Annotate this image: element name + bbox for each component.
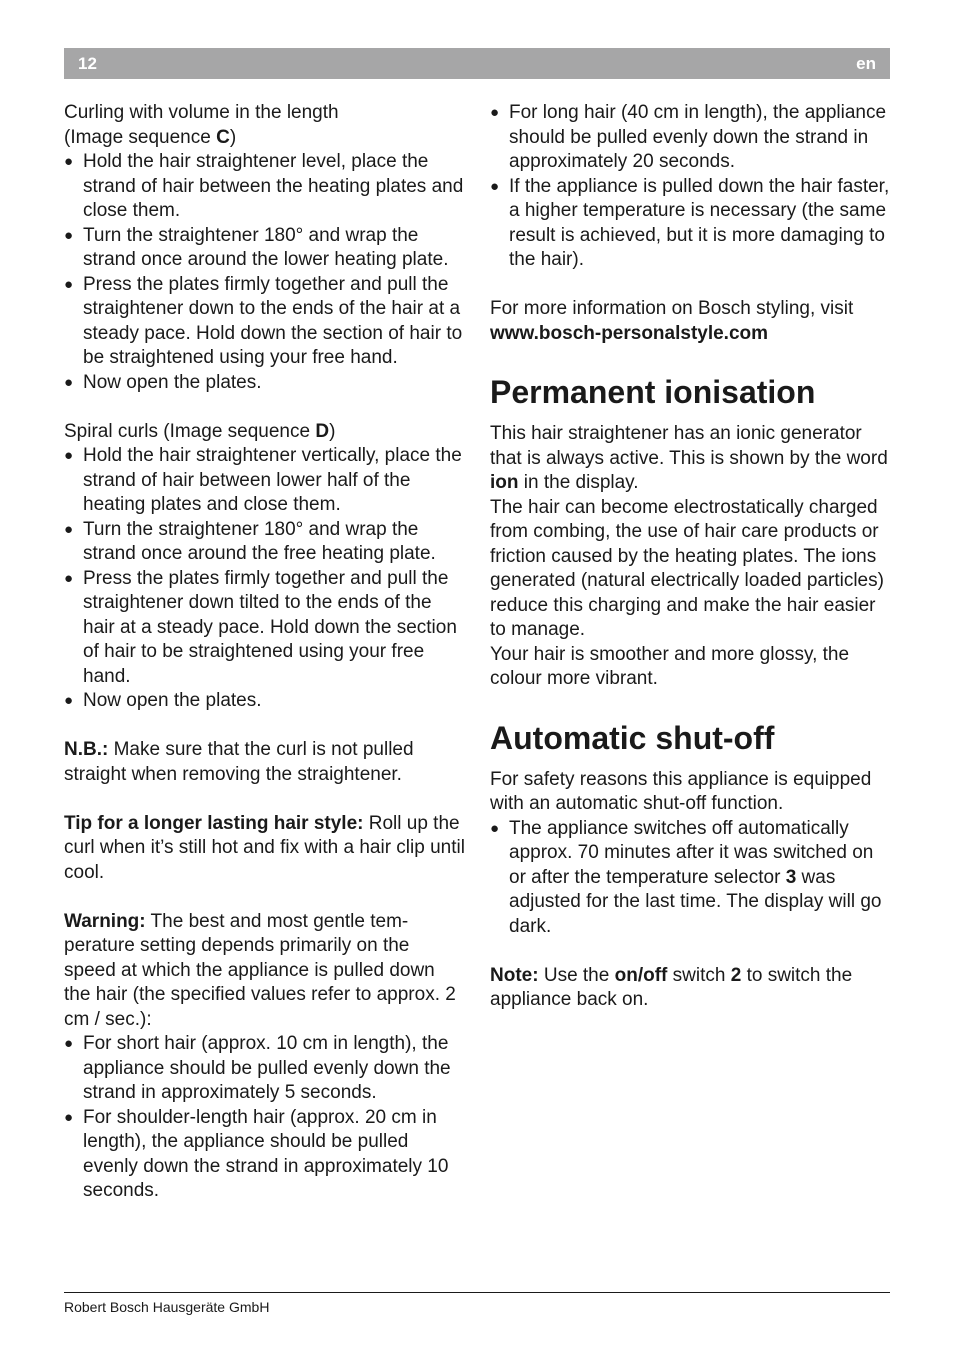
- list-item: ● For shoulder-length hair (approx. 20 cm in length), the appliance should be pulled evenly down the strand in approximately 10 seconds.: [64, 1106, 466, 1204]
- list-item: ● Press the plates firmly together and pull the straightener down to the ends of the hair at a steady pace. Hold down the section of hair to be straightened using your free hand.: [64, 273, 466, 371]
- list-item: ● Now open the plates.: [64, 689, 466, 714]
- list-item: ● If the appliance is pulled down the hair faster, a higher temperature is necessary (the same result is achieved, but it is more damaging to the hair).: [490, 175, 890, 273]
- list-item: ● Turn the straightener 180° and wrap the strand once around the free heating plate.: [64, 518, 466, 567]
- list-item: ● Now open the plates.: [64, 371, 466, 396]
- ionisation-paragraph-1: This hair straightener has an ionic generator that is always active. This is shown by the word ion in the display.: [490, 423, 888, 493]
- page-header-bar: [64, 48, 890, 79]
- shutoff-intro: For safety reasons this appliance is equipped with an automatic shut-off function.: [490, 768, 872, 814]
- language-code: en: [856, 54, 876, 73]
- list-item: ● For long hair (40 cm in length), the appliance should be pulled evenly down the strand in approximately 20 seconds.: [490, 101, 890, 175]
- warning-items: [64, 1032, 466, 1204]
- list-item: ● Press the plates firmly together and pull the straightener down tilted to the ends of the hair at a steady pace. Hold down the section of hair to be straightened using your free hand.: [64, 567, 466, 690]
- shutoff-items: [490, 817, 890, 940]
- list-item: ● For short hair (approx. 10 cm in length), the appliance should be pulled evenly down the strand in approximately 5 seconds.: [64, 1032, 466, 1106]
- spiral-title: Spiral curls (Image sequence D): [64, 420, 336, 442]
- list-item: ● Hold the hair straightener level, place the strand of hair between the heating plates and close them.: [64, 150, 466, 224]
- footer-company: Robert Bosch Hausgeräte GmbH: [64, 1299, 270, 1315]
- list-item: ● The appliance switches off automatically approx. 70 minutes after it was switched on or after the temperature selector 3 was adjusted for the last time. The display will go dark.: [490, 817, 890, 940]
- tip-paragraph: Tip for a longer lasting hair style: Roll up the curl when it’s still hot and fix with a hair clip until cool.: [64, 812, 465, 883]
- left-column: [64, 101, 466, 1204]
- page-number: 12: [78, 54, 97, 73]
- ionisation-paragraph-2: The hair can become electrostatically charged from combing, the use of hair care products or friction caused by the heating plates. The ions generated (natural electrically loaded particles) reduce this charging and make the hair easier to manage.: [490, 496, 884, 640]
- list-item: ● Turn the straightener 180° and wrap the strand once around the lower heating plate.: [64, 224, 466, 273]
- ionisation-heading: Permanent ionisation: [490, 374, 816, 410]
- website-link: www.bosch-personalstyle.com: [490, 322, 769, 344]
- speed-items: [490, 101, 890, 273]
- curling-sequence: (Image sequence C): [64, 126, 237, 148]
- warning-paragraph: Warning: The best and most gentle temperature setting depends primarily on the speed at which the appliance is pulled down the hair (the specified values refer to approx. 2 cm / sec.):: [64, 910, 456, 1030]
- right-column: [490, 101, 890, 1013]
- spiral-steps: [64, 444, 466, 714]
- nb-paragraph: N.B.: Make sure that the curl is not pulled straight when removing the straightener.: [64, 739, 414, 785]
- shutoff-heading: Automatic shut-off: [490, 719, 775, 756]
- ionisation-paragraph-3: Your hair is smoother and more glossy, the colour more vibrant.: [490, 643, 850, 689]
- footer-divider: [64, 1292, 890, 1293]
- curling-steps: [64, 150, 466, 395]
- more-info-text: For more information on Bosch styling, visit: [490, 298, 854, 319]
- list-item: ● Hold the hair straightener vertically, place the strand of hair between lower half of the heating plates and close them.: [64, 444, 466, 518]
- curling-title: Curling with volume in the length: [64, 102, 339, 123]
- note-paragraph: Note: Use the on/off switch 2 to switch the appliance back on.: [490, 964, 853, 1010]
